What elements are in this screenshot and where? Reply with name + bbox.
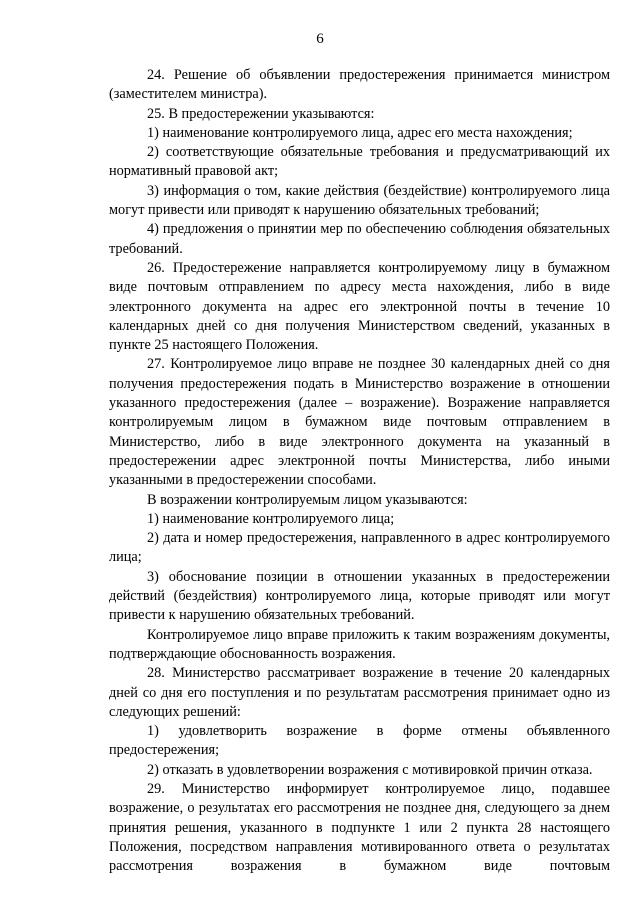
page-number: 6 [316, 31, 324, 47]
paragraph-28-item-2: 2) отказать в удовлетворении возражения с мотивировкой причин отказа. [147, 761, 593, 778]
objection-contents-intro: В возражении контролируемым лицом указываются: [147, 491, 468, 508]
paragraph-25-item-3: 3) информация о том, какие действия (бездействие) контролируемого лица могут привести или приводят к нарушению обязательных требований; [109, 182, 610, 219]
paragraph-27: 27. Контролируемое лицо вправе не позднее 30 календарных дней со дня получения предостережения подать в Министерство возражение в отношении указанного предостережения (далее – возражение). Возражение направляется контролируемым лицом в бумажном виде почтовым отправлением в Министерство, либо в виде электронного документа на указанный в предостережении адрес электронной почты Министерства, либо иными указанными в предостережении способами. [109, 356, 610, 489]
paragraph-26: 26. Предостережение направляется контролируемому лицу в бумажном виде почтовым отправлением по адресу места нахождения, либо в виде электронного документа на адрес его электронной почты в течение 10 календарных дней со дня получения Министерством сведений, указанных в пункте 25 настоящего Положения. [109, 259, 610, 354]
paragraph-25-item-1: 1) наименование контролируемого лица, адрес его места нахождения; [147, 124, 573, 141]
objection-attachments: Контролируемое лицо вправе приложить к таким возражениям документы, подтверждающие обоснованность возражения. [109, 626, 610, 662]
paragraph-25: 25. В предостережении указываются: [147, 105, 375, 122]
objection-item-2: 2) дата и номер предостережения, направленного в адрес контролируемого лица; [109, 530, 610, 566]
paragraph-25-item-4: 4) предложения о принятии мер по обеспечению соблюдения обязательных требований. [109, 221, 610, 257]
objection-item-1: 1) наименование контролируемого лица; [147, 510, 395, 527]
paragraph-24: 24. Решение об объявлении предостережения принимается министром (заместителем министра). [109, 67, 610, 103]
objection-item-3: 3) обоснование позиции в отношении указанных в предостережении действий (бездействия) контролируемого лица, которые приводят или могут привести к нарушению обязательных требований. [109, 568, 610, 624]
paragraph-28-item-1: 1) удовлетворить возражение в форме отмены объявленного предостережения; [109, 723, 610, 759]
document-body [109, 66, 610, 876]
paragraph-29: 29. Министерство информирует контролируемое лицо, подавшее возражение, о результатах его рассмотрения не позднее дня, следующего за днем принятия решения, указанного в подпункте 1 или 2 пункта 28 настоящего Положения, посредством направления мотивированного ответа о результатах рассмотрения возражения в бумажном виде почтовым [109, 780, 610, 875]
paragraph-25-item-2: 2) соответствующие обязательные требования и предусматривающий их нормативный правовой акт; [109, 144, 610, 180]
paragraph-28: 28. Министерство рассматривает возражение в течение 20 календарных дней со дня его поступления и по результатам рассмотрения принимает одно из следующих решений: [109, 665, 610, 720]
